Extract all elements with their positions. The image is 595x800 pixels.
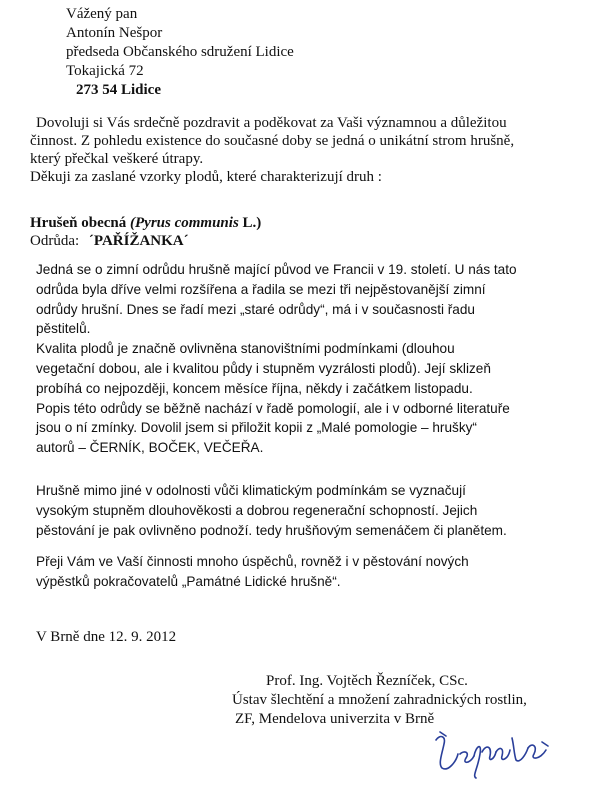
intro-line: který přečkal veškeré útrapy. (30, 151, 204, 167)
recipient-position: předseda Občanského sdružení Lidice (66, 44, 294, 60)
body-line: odrůdy hrušní. Dnes se řadí mezi „staré odrůdy“, má i v současnosti řadu (36, 301, 475, 317)
body-line: Popis této odrůdy se běžně nachází v řadě pomologií, ale i v odborné literatuře (36, 400, 510, 416)
body-line: Hrušně mimo jiné v odolnosti vůči klimatickým podmínkám se vyznačují (36, 483, 466, 498)
recipient-zip-city: 273 54 Lidice (76, 82, 161, 98)
variety-heading (30, 214, 575, 250)
body-line: odrůda byla dříve velmi rozšířena a řadila se mezi tři nejpěstovanější zimní (36, 281, 486, 297)
cultivar-line (30, 232, 575, 250)
species-author: L.) (238, 215, 262, 231)
salutation: Vážený pan (66, 6, 138, 22)
body-line: vegetační dobou, ale i kvalitou půdy i stupněm vyzrálosti plodů). Její sklizeň (36, 360, 491, 376)
species-latin-name: (Pyrus communis (130, 215, 239, 231)
body-line: pěstitelů. (36, 321, 91, 337)
signatory-name: Prof. Ing. Vojtěch Řezníček, CSc. (266, 673, 468, 689)
intro-paragraph (30, 114, 575, 186)
recipient-name: Antonín Nešpor (66, 25, 163, 41)
body-line: Přeji Vám ve Vaší činnosti mnoho úspěchů, rovněž i v pěstování nových (36, 554, 469, 569)
cultivar-label: Odrůda: (30, 233, 80, 249)
handwritten-signature (430, 724, 560, 784)
body-line: probíhá co nejpozději, koncem měsíce října, někdy i začátkem listopadu. (36, 380, 473, 396)
description-paragraph (36, 260, 576, 458)
intro-line: Dovoluji si Vás srdečně pozdravit a poděkovat za Vaši významnou a důležitou (36, 115, 507, 131)
body-line: výpěstků pokračovatelů „Památné Lidické hrušně“. (36, 573, 341, 589)
body-line: vysokým stupněm dlouhověkosti a dobrou regenerační schopností. Jejich (36, 502, 478, 518)
signature-block (232, 672, 572, 729)
recipient-address (66, 5, 426, 100)
species-common-name: Hrušeň obecná (30, 215, 127, 231)
recipient-street: Tokajická 72 (66, 63, 144, 79)
body-line: jsou o ní zmínky. Dovolil jsem si přiložit kopii z „Malé pomologie – hrušky“ (36, 420, 477, 436)
body-line: Jedná se o zimní odrůdu hrušně mající původ ve Francii v 19. století. U nás tato (36, 262, 517, 277)
wishes-paragraph (36, 552, 576, 592)
body-line: autorů – ČERNÍK, BOČEK, VEČEŘA. (36, 440, 264, 456)
resilience-paragraph (36, 481, 576, 540)
intro-line: činnost. Z pohledu existence do současné doby se jedná o unikátní strom hrušně, (30, 133, 515, 149)
signatory-faculty: ZF, Mendelova univerzita v Brně (235, 711, 435, 727)
body-line: pěstování je pak ovlivněno podnoží. tedy hrušňovým semenáčem či planětem. (36, 522, 507, 538)
letter-date: V Brně dne 12. 9. 2012 (36, 629, 177, 645)
species-name (30, 214, 575, 232)
signatory-institute: Ústav šlechtění a množení zahradnických rostlin, (232, 692, 527, 708)
cultivar-name: ´PAŘÍŽANKA´ (88, 233, 189, 249)
body-line: Kvalita plodů je značně ovlivněna stanovištními podmínkami (dlouhou (36, 341, 455, 357)
thanks-line: Děkuji za zaslané vzorky plodů, které charakterizují druh : (30, 169, 382, 185)
